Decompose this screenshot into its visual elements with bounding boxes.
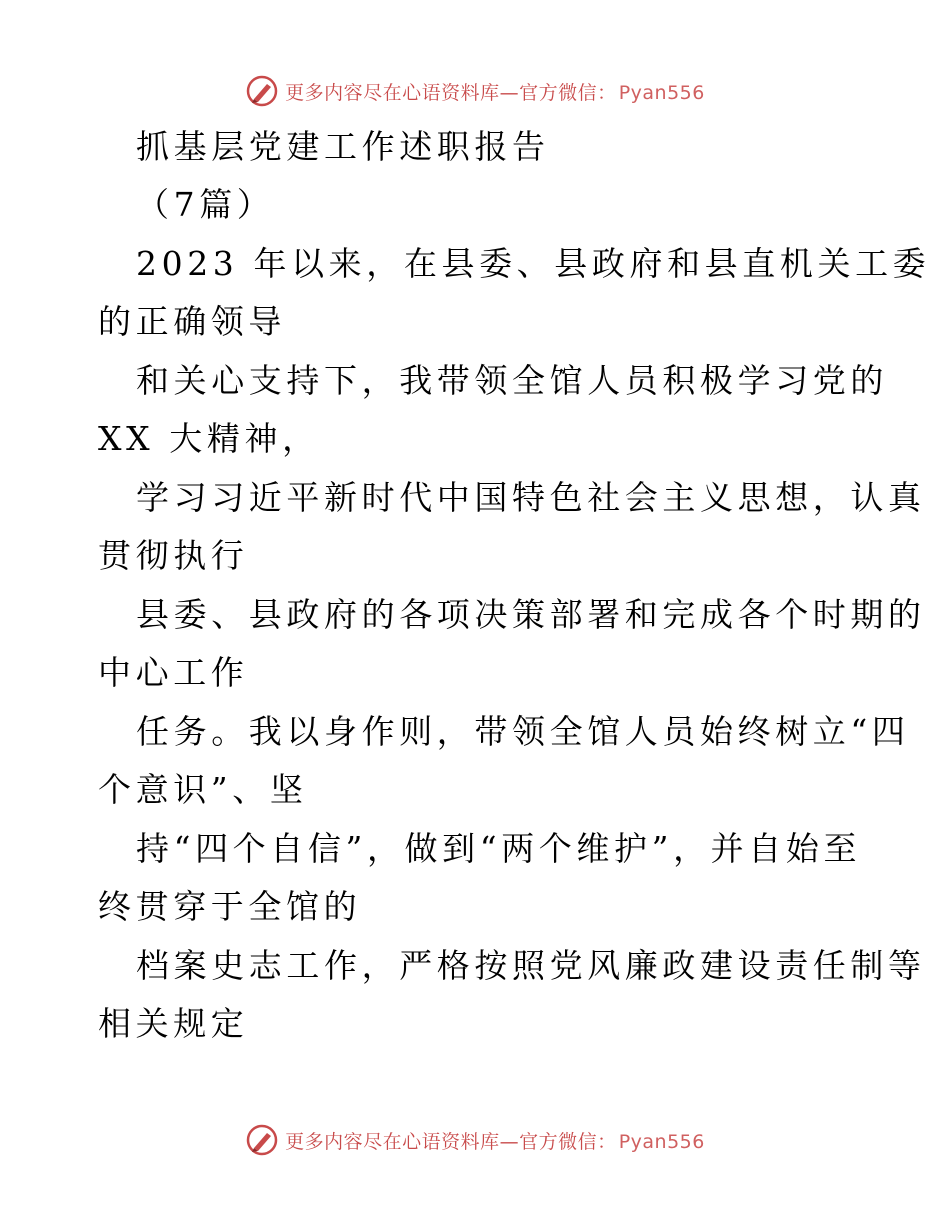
watermark-main: 更多内容尽在心语资料库 — [285, 1130, 500, 1153]
watermark-dash: — — [499, 1130, 520, 1153]
paragraph-line: 和关心支持下，我带领全馆人员积极学习党的 — [136, 361, 888, 400]
paragraph-line: XX 大精神， — [98, 419, 320, 458]
paragraph-line: 终贯穿于全馆的 — [98, 887, 362, 926]
header-watermark — [0, 71, 950, 111]
watermark-wechat-label: 官方微信： — [519, 1130, 617, 1153]
watermark-text — [285, 78, 705, 105]
pen-logo-icon — [245, 74, 279, 108]
paragraph-line: 2023 年以来，在县委、县政府和县直机关工委 — [136, 244, 931, 283]
paragraph-line: 任务。我以身作则，带领全馆人员始终树立“四 — [136, 712, 910, 751]
watermark-text — [285, 1127, 705, 1154]
watermark-wechat-id: Pyan556 — [618, 81, 705, 104]
pen-logo-icon — [245, 1123, 279, 1157]
paragraph-line: 相关规定 — [98, 1004, 249, 1043]
footer-watermark — [0, 1120, 950, 1160]
watermark-wechat-id: Pyan556 — [618, 1130, 705, 1153]
paragraph-line: 中心工作 — [98, 653, 249, 692]
watermark-wechat-label: 官方微信： — [519, 81, 617, 104]
paragraph-line: 县委、县政府的各项决策部署和完成各个时期的 — [136, 595, 926, 634]
paragraph-line: 的正确领导 — [98, 302, 286, 341]
document-title: 抓基层党建工作述职报告 — [136, 127, 550, 166]
watermark-main: 更多内容尽在心语资料库 — [285, 81, 500, 104]
paragraph-line: 个意识”、坚 — [98, 770, 308, 809]
document-subtitle: （7篇） — [136, 185, 275, 224]
watermark-dash: — — [499, 81, 520, 104]
paragraph-line: 持“四个自信”，做到“两个维护”，并自始至 — [136, 829, 862, 868]
paragraph-line: 贯彻执行 — [98, 536, 249, 575]
paragraph-line: 学习习近平新时代中国特色社会主义思想，认真 — [136, 478, 926, 517]
paragraph-line: 档案史志工作，严格按照党风廉政建设责任制等 — [136, 946, 926, 985]
